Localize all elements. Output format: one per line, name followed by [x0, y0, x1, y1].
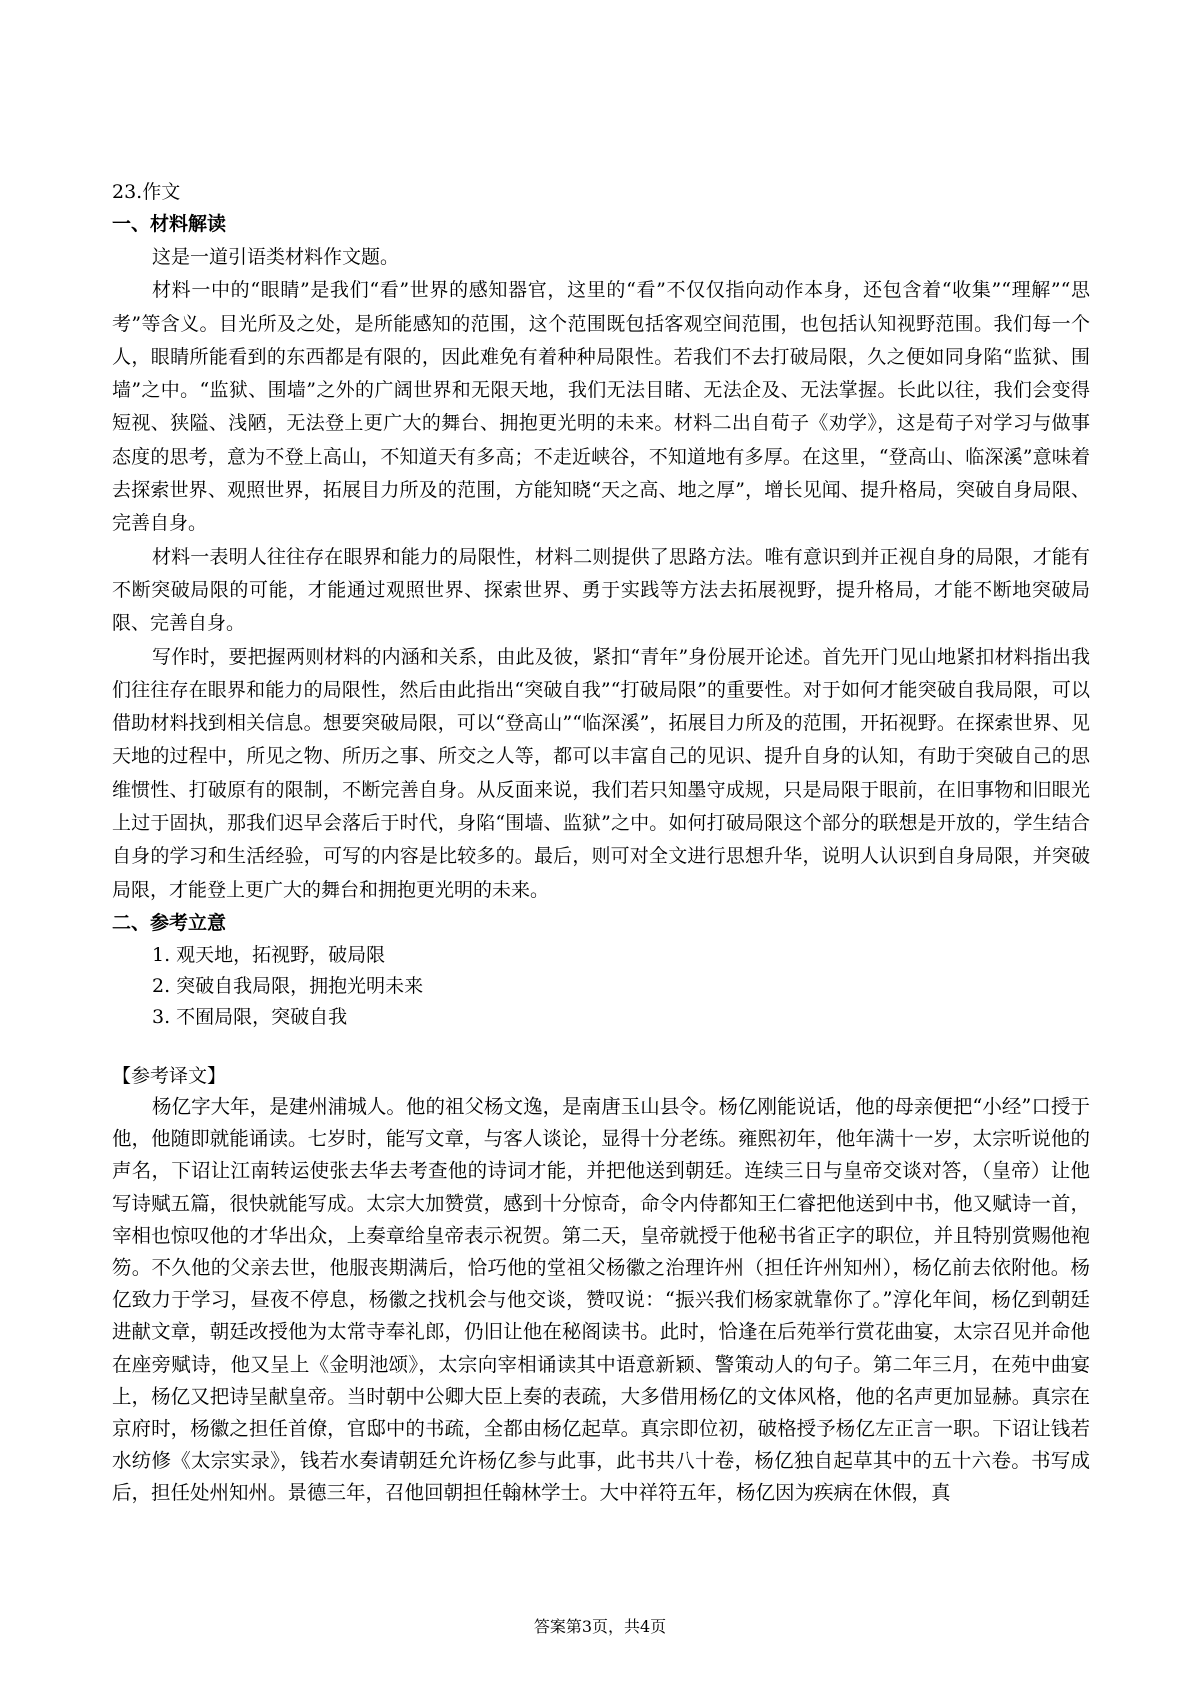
intent-list: [112, 940, 1090, 1033]
spacer: [112, 1033, 1090, 1061]
analysis-paragraph: 写作时，要把握两则材料的内涵和关系，由此及彼，紧扣“青年”身份展开论述。首先开门见山地紧扣材料指出我们往往存在眼界和能力的局限性，然后由此指出“突破自我”“打破局限”的重要性。对于如何才能突破自我局限，可以借助材料找到相关信息。想要突破局限，可以“登高山”“临深溪”，拓展目力所及的范围，开拓视野。在探索世界、见天地的过程中，所见之物、所历之事、所交之人等，都可以丰富自己的见识、提升自身的认知，有助于突破自己的思维惯性、打破原有的限制，不断完善自身。从反面来说，我们若只知墨守成规，只是局限于眼前，在旧事物和旧眼光上过于固执，那我们迟早会落后于时代，身陷“围墙、监狱”之中。如何打破局限这个部分的联想是开放的，学生结合自身的学习和生活经验，可写的内容是比较多的。最后，则可对全文进行思想升华，说明人认识到自身局限，并突破局限，才能登上更广大的舞台和拥抱更光明的未来。: [112, 645, 1090, 901]
translation-title: 【参考译文】: [112, 1064, 227, 1087]
analysis-paragraph: 材料一中的“眼睛”是我们“看”世界的感知器官，这里的“看”不仅仅指向动作本身，还包含着“收集”“理解”“思考”等含义。目光所及之处，是所能感知的范围，这个范围既包括客观空间范围，也包括认知视野范围。我们每一个人，眼睛所能看到的东西都是有限的，因此难免有着种种局限性。若我们不去打破局限，久之便如同身陷“监狱、围墙”之中。“监狱、围墙”之外的广阔世界和无限天地，我们无法目睹、无法企及、无法掌握。长此以往，我们会变得短视、狭隘、浅陋，无法登上更广大的舞台、拥抱更光明的未来。材料二出自荀子《劝学》，这是荀子对学习与做事态度的思考，意为不登上高山，不知道天有多高；不走近峡谷，不知道地有多厚。在这里，“登高山、临深溪”意味着去探索世界、观照世界，拓展目力所及的范围，方能知晓“天之高、地之厚”，增长见闻、提升格局，突破自身局限、完善自身。: [112, 279, 1090, 535]
answer-page: [112, 176, 1090, 1510]
analysis-paragraph: 材料一表明人往往存在眼界和能力的局限性，材料二则提供了思路方法。唯有意识到并正视自身的局限，才能有不断突破局限的可能，才能通过观照世界、探索世界、勇于实践等方法去拓展视野，提升格局，才能不断地突破局限、完善自身。: [112, 545, 1090, 635]
page-footer: 答案第3页，共4页: [533, 1617, 667, 1636]
intent-item: 1. 观天地，拓视野，破局限: [152, 943, 386, 966]
section-heading-reference-intent: 二、参考立意: [112, 911, 227, 934]
intent-item: 2. 突破自我局限，拥抱光明未来: [152, 974, 424, 997]
intent-item: 3. 不囿局限，突破自我: [152, 1005, 348, 1028]
analysis-paragraph: 这是一道引语类材料作文题。: [152, 246, 400, 268]
translation-text: 杨亿字大年，是建州浦城人。他的祖父杨文逸，是南唐玉山县令。杨亿刚能说话，他的母亲便把“小经”口授于他，他随即就能诵读。七岁时，能写文章，与客人谈论，显得十分老练。雍熙初年，他年满十一岁，太宗听说他的声名，下诏让江南转运使张去华去考查他的诗词才能，并把他送到朝廷。连续三日与皇帝交谈对答，（皇帝）让他写诗赋五篇，很快就能写成。太宗大加赞赏，感到十分惊奇，命令内侍都知王仁睿把他送到中书，他又赋诗一首，宰相也惊叹他的才华出众，上奏章给皇帝表示祝贺。第二天，皇帝就授于他秘书省正字的职位，并且特别赏赐他袍笏。不久他的父亲去世，他服丧期满后，恰巧他的堂祖父杨徽之治理许州（担任许州知州），杨亿前去依附他。杨亿致力于学习，昼夜不停息，杨徽之找机会与他交谈，赞叹说：“振兴我们杨家就靠你了。”淳化年间，杨亿到朝廷进献文章，朝廷改授他为太常寺奉礼郎，仍旧让他在秘阁读书。此时，恰逢在后苑举行赏花曲宴，太宗召见并命他在座旁赋诗，他又呈上《金明池颂》，太宗向宰相诵读其中语意新颖、警策动人的句子。第二年三月，在苑中曲宴上，杨亿又把诗呈献皇帝。当时朝中公卿大臣上奏的表疏，大多借用杨亿的文体风格，他的名声更加显赫。真宗在京府时，杨徽之担任首僚，官邸中的书疏，全都由杨亿起草。真宗即位初，破格授予杨亿左正言一职。下诏让钱若水纺修《太宗实录》，钱若水奏请朝廷允许杨亿参与此事，此书共八十卷，杨亿独自起草其中的五十六卷。书写成后，担任处州知州。景德三年，召他回朝担任翰林学士。大中祥符五年，杨亿因为疾病在休假，真: [112, 1094, 1090, 1505]
question-number: 23.作文: [112, 181, 181, 203]
section-heading-material-analysis: 一、材料解读: [112, 213, 227, 235]
